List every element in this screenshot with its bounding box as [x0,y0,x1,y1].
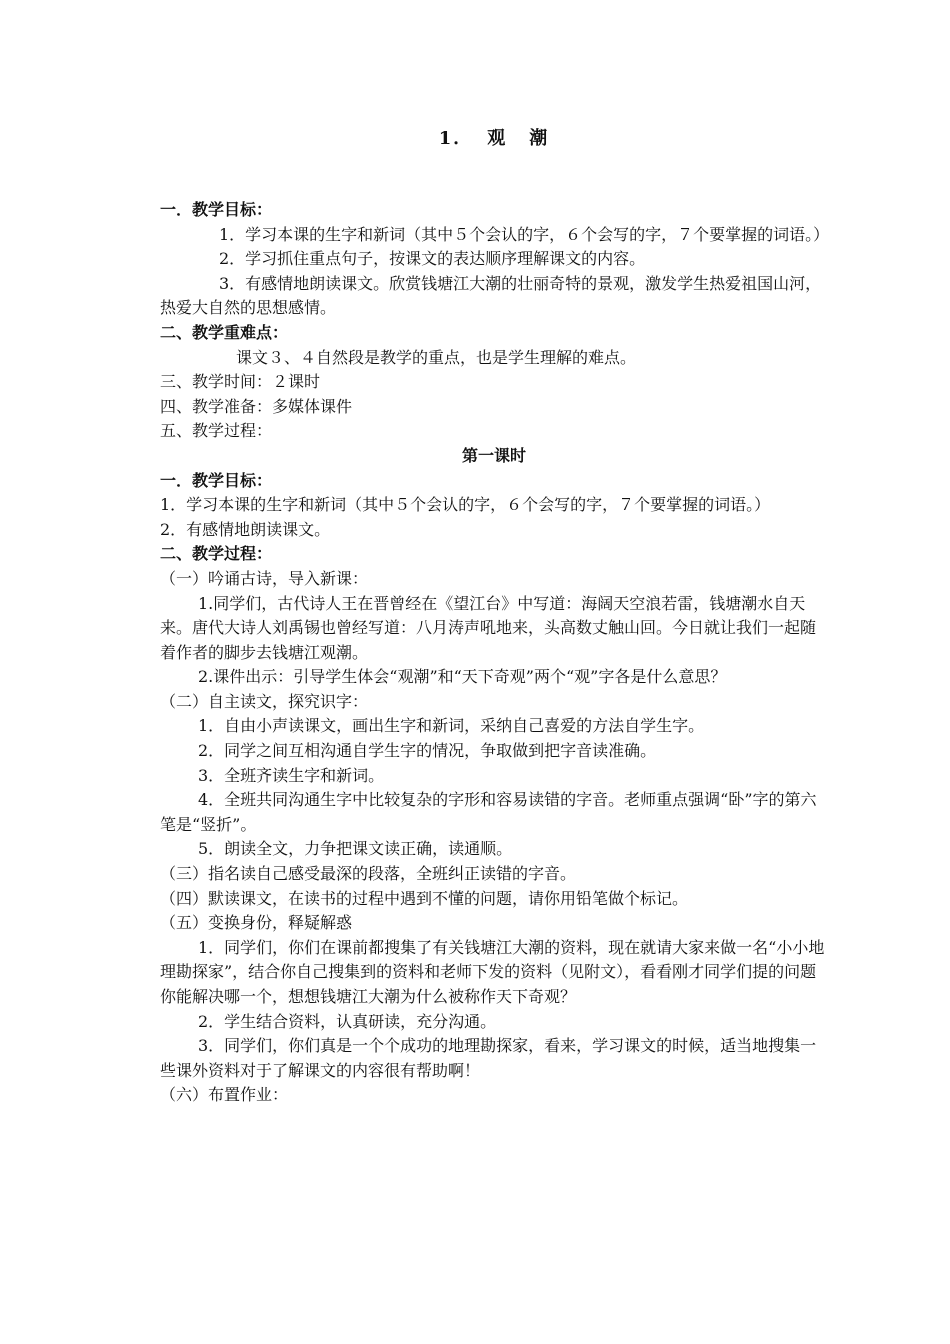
teaching-process-heading: 五、教学过程： [160,421,273,441]
step-heading-4: （四）默读课文，在读书的过程中遇到不懂的问题，请你用铅笔做个标记。 [160,888,689,908]
step-2-item-4: 4．全班共同沟通生字中比较复杂的字形和容易读错的字音。老师重点强调“卧”字的第六笔是“竖折”。 [160,790,817,834]
step-heading-6: （六）布置作业： [160,1085,289,1105]
step-5-item-1: 1．同学们，你们在课前都搜集了有关钱塘江大潮的资料，现在就请大家来做一名“小小地理勘探家”，结合你自己搜集到的资料和老师下发的资料（见附文），看看刚才同学们提的问题你能解决哪一个，想想钱塘江大潮为什么被称作天下奇观？ [160,937,825,1006]
step-heading-5: （五）变换身份，释疑解惑 [160,913,353,933]
lesson-one-objective-2: 2．有感情地朗读课文。 [160,519,331,539]
lesson-one-heading: 第一课时 [461,445,526,465]
step-2-item-5: 5．朗读全文，力争把课文读正确，读通顺。 [198,839,513,859]
lesson-one-process-heading: 二、教学过程： [160,544,273,564]
section-heading-objectives: 一．教学目标： [160,200,273,219]
step-heading-3: （三）指名读自己感受最深的段落，全班纠正读错的字音。 [160,864,577,884]
document-body [160,198,828,1108]
teaching-time: 三、教学时间：２课时 [160,372,321,392]
step-heading-2: （二）自主读文，探究识字： [160,691,369,711]
objective-item-3: 3．有感情地朗读课文。欣赏钱塘江大潮的壮丽奇特的景观，激发学生热爱祖国山河，热爱大自然的思想感情。 [160,273,822,318]
objective-item-2: 2．学习抓住重点句子，按课文的表达顺序理解课文的内容。 [219,249,646,269]
title-number: 1． [438,128,474,149]
step-2-item-3: 3．全班齐读生字和新词。 [198,765,385,785]
section-heading-key-points: 二、教学重难点： [160,322,289,342]
key-points-text: 课文３、４自然段是教学的重点，也是学生理解的难点。 [236,347,637,367]
step-2-item-2: 2．同学之间互相沟通自学生字的情况，争取做到把字音读准确。 [198,741,657,761]
step-1-item-2: 2.课件出示：引导学生体会“观潮”和“天下奇观”两个“观”字各是什么意思？ [198,667,727,687]
step-heading-1: （一）吟诵古诗，导入新课： [160,568,369,588]
document-title [160,124,828,150]
step-5-item-2: 2．学生结合资料，认真研读，充分沟通。 [198,1011,497,1031]
step-2-item-1: 1．自由小声读课文，画出生字和新词，采纳自己喜爱的方法自学生字。 [198,716,705,736]
lesson-one-objectives-heading: 一．教学目标： [160,470,273,490]
objective-item-1: 1．学习本课的生字和新词（其中５个会认的字，６个会写的字，７个要掌握的词语。） [219,224,830,244]
teaching-preparation: 四、教学准备：多媒体课件 [160,396,353,416]
step-5-item-3: 3．同学们，你们真是一个个成功的地理勘探家，看来，学习课文的时候，适当地搜集一些课外资料对于了解课文的内容很有帮助啊！ [160,1036,817,1080]
title-char-2: 潮 [529,128,550,149]
lesson-one-objective-1: 1．学习本课的生字和新词（其中５个会认的字，６个会写的字，７个要掌握的词语。） [160,495,771,515]
step-1-item-1: 1.同学们，古代诗人王在晋曾经在《望江台》中写道：海阔天空浪若雷，钱塘潮水自天来。唐代大诗人刘禹锡也曾经写道：八月涛声吼地来，头高数丈触山回。今日就让我们一起随着作者的脚步去钱塘江观潮。 [160,593,817,662]
title-char-1: 观 [487,128,508,149]
